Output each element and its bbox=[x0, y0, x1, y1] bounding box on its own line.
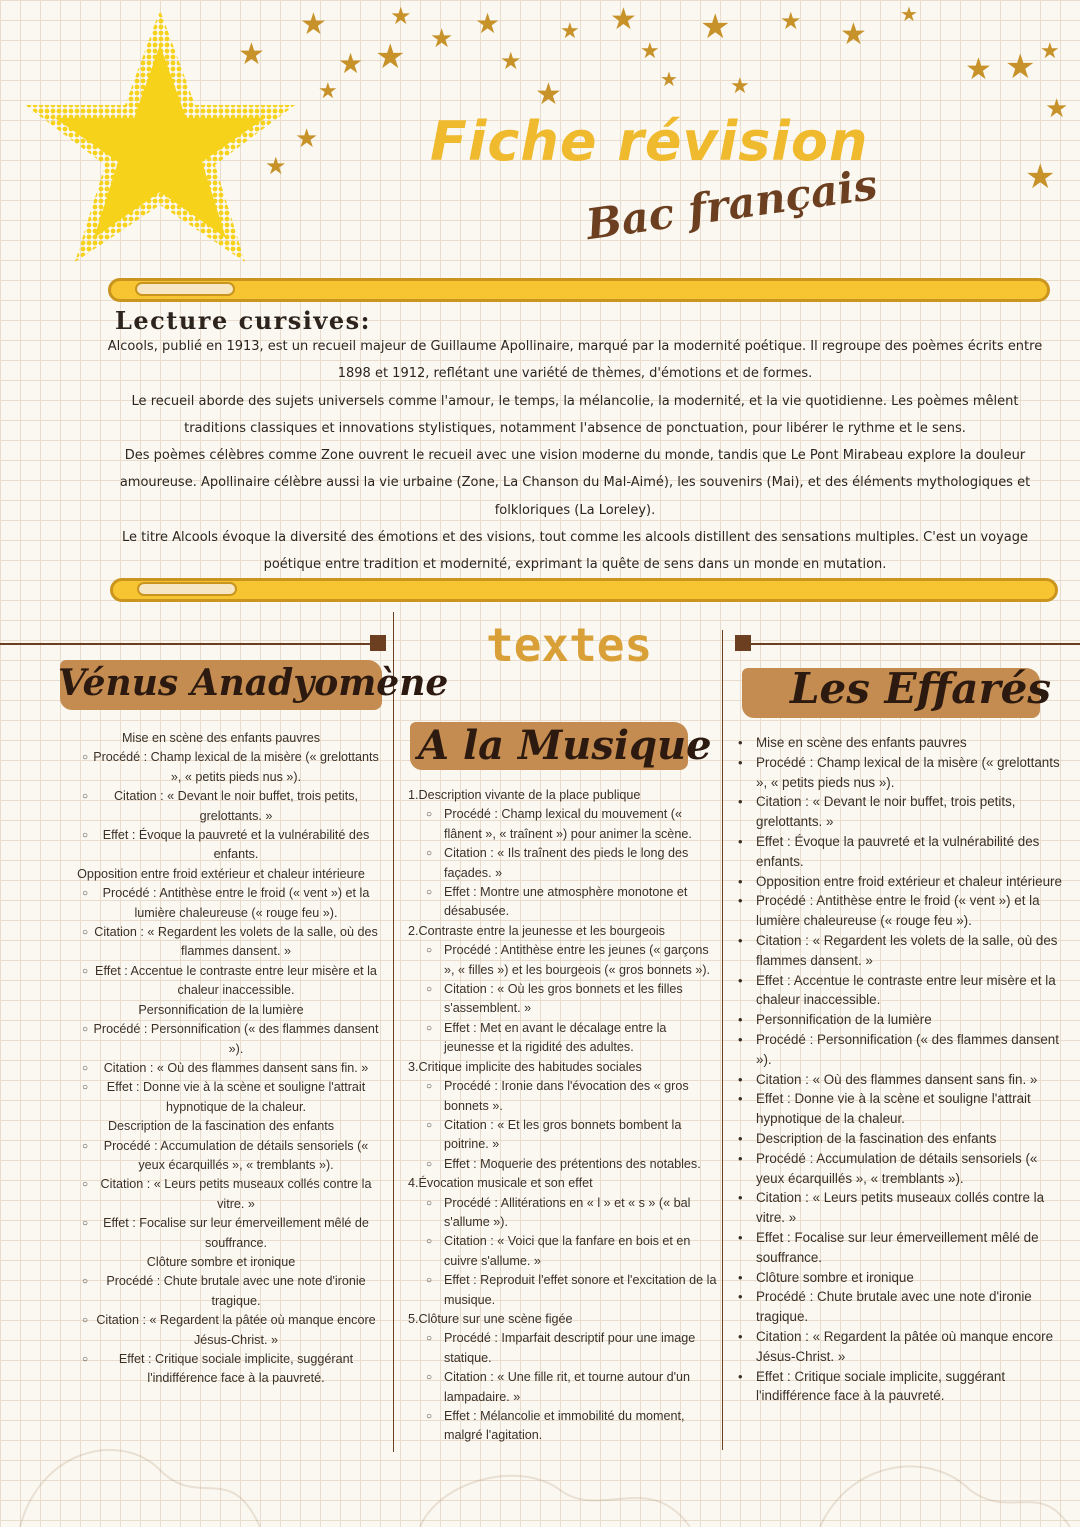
lecture-paragraph: Alcools, publié en 1913, est un recueil majeur de Guillaume Apollinaire, marqué par la modernité poétique. Il regroupe des poèmes écrits entre 1898 et 1912, reflétant une variété de thèmes, d'émotions et de formes. bbox=[107, 339, 1043, 382]
column-divider-left bbox=[393, 612, 394, 1452]
note-item: ○ Citation : « Devant le noir buffet, trois petits, grelottants. » bbox=[62, 787, 380, 826]
note-item: ○ Effet : Évoque la pauvreté et la vulnérabilité des enfants. bbox=[62, 826, 380, 865]
page-subtitle: Bac français bbox=[583, 159, 881, 250]
note-item: • Citation : « Regardent les volets de la salle, où des flammes dansent. » bbox=[736, 931, 1066, 971]
effares-title: Les Effarés bbox=[790, 664, 1051, 713]
lecture-heading: Lecture cursives: bbox=[115, 306, 371, 335]
note-heading: 1.Description vivante de la place publique bbox=[408, 788, 641, 802]
note-heading: Opposition entre froid extérieur et chaleur intérieure bbox=[77, 866, 365, 881]
note-item: • Opposition entre froid extérieur et chaleur intérieure bbox=[736, 872, 1066, 892]
note-item: ○ Procédé : Ironie dans l'évocation des « gros bonnets ». bbox=[408, 1077, 718, 1116]
page-title: Fiche révision bbox=[430, 110, 869, 173]
note-item: ○ Procédé : Antithèse entre le froid (« vent ») et la lumière chaleureuse (« rouge feu »). bbox=[62, 884, 380, 923]
note-heading: Description de la fascination des enfants bbox=[107, 1119, 335, 1134]
section-rule-square bbox=[370, 635, 386, 651]
note-item: • Effet : Focalise sur leur émerveillement mêlé de souffrance. bbox=[736, 1228, 1066, 1268]
section-rule-left bbox=[0, 643, 380, 645]
note-item: ○ Citation : « Une fille rit, et tourne autour d'un lampadaire. » bbox=[408, 1368, 718, 1407]
note-item: ○ Effet : Donne vie à la scène et souligne l'attrait hypnotique de la chaleur. bbox=[62, 1078, 380, 1117]
note-item: ○ Effet : Met en avant le décalage entre la jeunesse et la rigidité des adultes. bbox=[408, 1019, 718, 1058]
textes-title: textes bbox=[486, 618, 653, 672]
musique-title: A la Musique bbox=[418, 722, 712, 769]
lecture-paragraph: Le titre Alcools évoque la diversité des émotions et des visions, tout comme les alcools distillent des sensations multiples. C'est un voyage poétique entre tradition et modernité, exprimant la quête de sens dans un monde en mutation. bbox=[121, 530, 1029, 573]
note-item: ○ Procédé : Imparfait descriptif pour une image statique. bbox=[408, 1329, 718, 1368]
note-item: ○ Citation : « Ils traînent des pieds le long des façades. » bbox=[408, 844, 718, 883]
note-item: • Personnification de la lumière bbox=[736, 1010, 1066, 1030]
bottom-doodle-decoration bbox=[0, 1390, 1080, 1527]
section-rule-square bbox=[735, 635, 751, 651]
note-heading: Personnification de la lumière bbox=[138, 1002, 304, 1017]
note-item: ○ Citation : « Où les gros bonnets et les filles s'assemblent. » bbox=[408, 980, 718, 1019]
venus-title: Vénus Anadyomène bbox=[58, 662, 449, 704]
note-item: • Clôture sombre et ironique bbox=[736, 1268, 1066, 1288]
note-item: ○ Procédé : Accumulation de détails sensoriels (« yeux écarquillés », « tremblants »). bbox=[62, 1137, 380, 1176]
note-item: ○ Procédé : Champ lexical du mouvement (« flânent », « traînent ») pour animer la scène. bbox=[408, 805, 718, 844]
note-item: • Effet : Évoque la pauvreté et la vulnérabilité des enfants. bbox=[736, 832, 1066, 872]
note-item: ○ Procédé : Personnification (« des flammes dansent »). bbox=[62, 1020, 380, 1059]
note-item: ○ Procédé : Antithèse entre les jeunes (« garçons », « filles ») et les bourgeois (« gros bonnets »). bbox=[408, 941, 718, 980]
musique-notes bbox=[408, 786, 718, 1446]
note-item: ○ Citation : « Regardent les volets de la salle, où des flammes dansent. » bbox=[62, 923, 380, 962]
note-item: ○ Effet : Reproduit l'effet sonore et l'excitation de la musique. bbox=[408, 1271, 718, 1310]
note-item: • Effet : Critique sociale implicite, suggérant l'indifférence face à la pauvreté. bbox=[736, 1367, 1066, 1407]
note-item: • Mise en scène des enfants pauvres bbox=[736, 733, 1066, 753]
note-item: • Procédé : Accumulation de détails sensoriels (« yeux écarquillés », « tremblants »). bbox=[736, 1149, 1066, 1189]
note-item: ○ Citation : « Voici que la fanfare en bois et en cuivre s'allume. » bbox=[408, 1232, 718, 1271]
note-item: • Effet : Donne vie à la scène et souligne l'attrait hypnotique de la chaleur. bbox=[736, 1089, 1066, 1129]
note-item: • Procédé : Personnification (« des flammes dansent »). bbox=[736, 1030, 1066, 1070]
note-item: • Procédé : Chute brutale avec une note d'ironie tragique. bbox=[736, 1287, 1066, 1327]
note-item: • Procédé : Antithèse entre le froid (« vent ») et la lumière chaleureuse (« rouge feu »). bbox=[736, 891, 1066, 931]
note-heading: 3.Critique implicite des habitudes sociales bbox=[408, 1059, 642, 1074]
note-item: • Citation : « Devant le noir buffet, trois petits, grelottants. » bbox=[736, 792, 1066, 832]
lecture-paragraph: Des poèmes célèbres comme Zone ouvrent le recueil avec une vision moderne du monde, tandis que Le Pont Mirabeau explore la douleur amoureuse. Apollinaire célèbre aussi la vie urbaine (Zone, La Chanson du Mal-Aimé), les souvenirs (Mai), et des éléments mythologiques et folkloriques (La Loreley). bbox=[119, 448, 1031, 518]
note-item: • Effet : Accentue le contraste entre leur misère et la chaleur inaccessible. bbox=[736, 971, 1066, 1011]
note-item: • Citation : « Leurs petits museaux collés contre la vitre. » bbox=[736, 1188, 1066, 1228]
note-item: • Procédé : Champ lexical de la misère (« grelottants », « petits pieds nus »). bbox=[736, 753, 1066, 793]
bottom-divider-bar bbox=[110, 578, 1058, 602]
top-divider-bar bbox=[108, 278, 1050, 302]
top-divider-knob bbox=[135, 282, 235, 296]
note-item: ○ Citation : « Et les gros bonnets bombent la poitrine. » bbox=[408, 1116, 718, 1155]
note-item: ○ Effet : Focalise sur leur émerveillement mêlé de souffrance. bbox=[62, 1214, 380, 1253]
note-item: • Description de la fascination des enfants bbox=[736, 1129, 1066, 1149]
section-rule-right bbox=[735, 643, 1080, 645]
note-heading: 2.Contraste entre la jeunesse et les bourgeois bbox=[408, 923, 665, 938]
note-item: ○ Citation : « Leurs petits museaux collés contre la vitre. » bbox=[62, 1175, 380, 1214]
note-heading: Mise en scène des enfants pauvres bbox=[121, 731, 321, 745]
note-heading: 4.Évocation musicale et son effet bbox=[408, 1176, 593, 1191]
note-item: ○ Citation : « Regardent la pâtée où manque encore Jésus-Christ. » bbox=[62, 1311, 380, 1350]
note-item: • Citation : « Où des flammes dansent sans fin. » bbox=[736, 1070, 1066, 1090]
note-item: ○ Procédé : Chute brutale avec une note d'ironie tragique. bbox=[62, 1272, 380, 1311]
note-item: ○ Effet : Moquerie des prétentions des notables. bbox=[408, 1155, 718, 1174]
column-divider-right bbox=[722, 630, 723, 1450]
note-item: ○ Effet : Montre une atmosphère monotone et désabusée. bbox=[408, 883, 718, 922]
venus-notes bbox=[62, 729, 380, 1389]
note-item: ○ Procédé : Champ lexical de la misère (« grelottants », « petits pieds nus »). bbox=[62, 748, 380, 787]
note-item: ○ Procédé : Allitérations en « l » et « s » (« bal s'allume »). bbox=[408, 1194, 718, 1233]
note-item: ○ Citation : « Où des flammes dansent sans fin. » bbox=[62, 1059, 380, 1078]
lecture-paragraph: Le recueil aborde des sujets universels comme l'amour, le temps, la mélancolie, la modernité, et la vie quotidienne. Les poèmes mêlent traditions classiques et innovations stylistiques, notamment l'absence de ponctuation, pour libérer le rythme et le sens. bbox=[131, 393, 1019, 436]
effares-notes bbox=[736, 733, 1066, 1406]
note-heading: Clôture sombre et ironique bbox=[146, 1254, 296, 1269]
note-heading: 5.Clôture sur une scène figée bbox=[408, 1311, 573, 1326]
note-item: • Citation : « Regardent la pâtée où manque encore Jésus-Christ. » bbox=[736, 1327, 1066, 1367]
note-item: ○ Effet : Mélancolie et immobilité du moment, malgré l'agitation. bbox=[408, 1407, 718, 1446]
lecture-body bbox=[100, 333, 1050, 579]
bottom-divider-knob bbox=[137, 582, 237, 596]
note-item: ○ Effet : Critique sociale implicite, suggérant l'indifférence face à la pauvreté. bbox=[62, 1350, 380, 1389]
note-item: ○ Effet : Accentue le contraste entre leur misère et la chaleur inaccessible. bbox=[62, 962, 380, 1001]
